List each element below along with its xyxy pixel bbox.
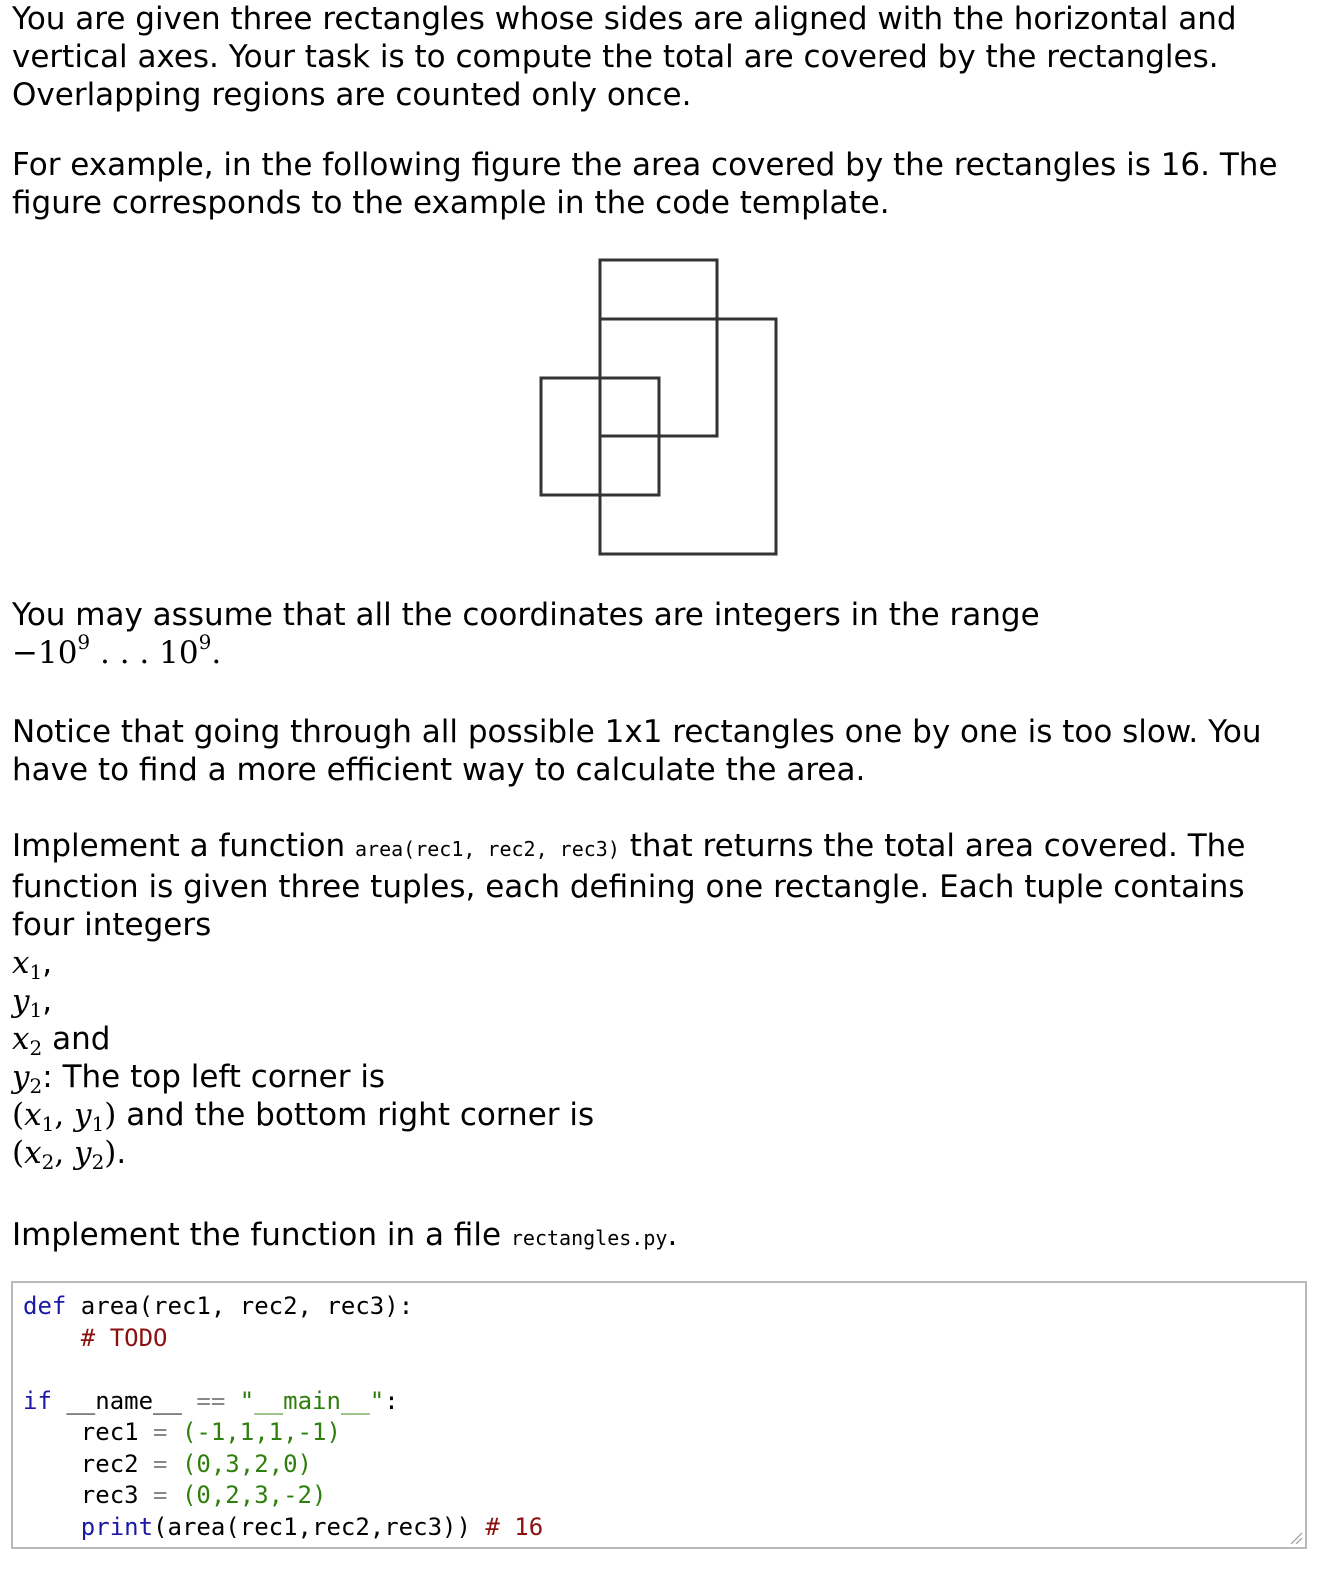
code-editor[interactable] xyxy=(11,1281,1307,1549)
bottom-right-point: ($x_2$, $y_2$). xyxy=(12,1135,127,1174)
var-x1: $x_1$, xyxy=(12,945,53,984)
resize-handle-icon[interactable] xyxy=(1289,1531,1303,1545)
function-signature: area(rec1, rec2, rec3) xyxy=(354,837,620,861)
var-y1: $y_1$, xyxy=(12,983,53,1022)
rectangles-figure xyxy=(520,240,790,570)
example-paragraph: For example, in the following figure the area covered by the rectangles is 16. The figure corresponds to the example in the code template. xyxy=(12,147,1278,221)
notice-paragraph: Notice that going through all possible 1x1 rectangles one by one is too slow. You have to find a more efficient way to calculate the area. xyxy=(12,714,1262,788)
file-paragraph: Implement the function in a file rectangles.py. xyxy=(12,1217,678,1253)
var-x2: $x_2$ and xyxy=(12,1021,111,1060)
implement-paragraph: Implement a function area(rec1, rec2, rec3) that returns the total area covered. The function is given three tuples, each defining one rectangle. Each tuple contains four integers xyxy=(12,828,1246,943)
tuple-description xyxy=(12,944,812,1172)
range-formula: $-10^9$ . . . $10^9$. xyxy=(12,630,222,671)
todo-comment: # TODO xyxy=(80,1323,168,1352)
intro-paragraph: You are given three rectangles whose sides are aligned with the horizontal and vertical axes. Your task is to compute the total are covered by the rectangles. Overlapping regions are counted only once. xyxy=(12,1,1237,113)
range-paragraph xyxy=(12,596,1312,672)
range-text: You may assume that all the coordinates are integers in the range xyxy=(12,597,1040,633)
var-y2: $y_2$: The top left corner is xyxy=(12,1059,386,1098)
top-left-point: ($x_1$, $y_1$) and the bottom right corner is xyxy=(12,1097,595,1136)
file-name: rectangles.py xyxy=(510,1226,668,1250)
code-content[interactable]: def area(rec1, rec2, rec3): # TODO if __name__ == "__main__": rec1 = (-1,1,1,-1) rec2 = (0,3,2,0) rec3 = (0,2,3,-2) print(area(rec1,rec2,rec3)) # 16 xyxy=(23,1292,544,1541)
